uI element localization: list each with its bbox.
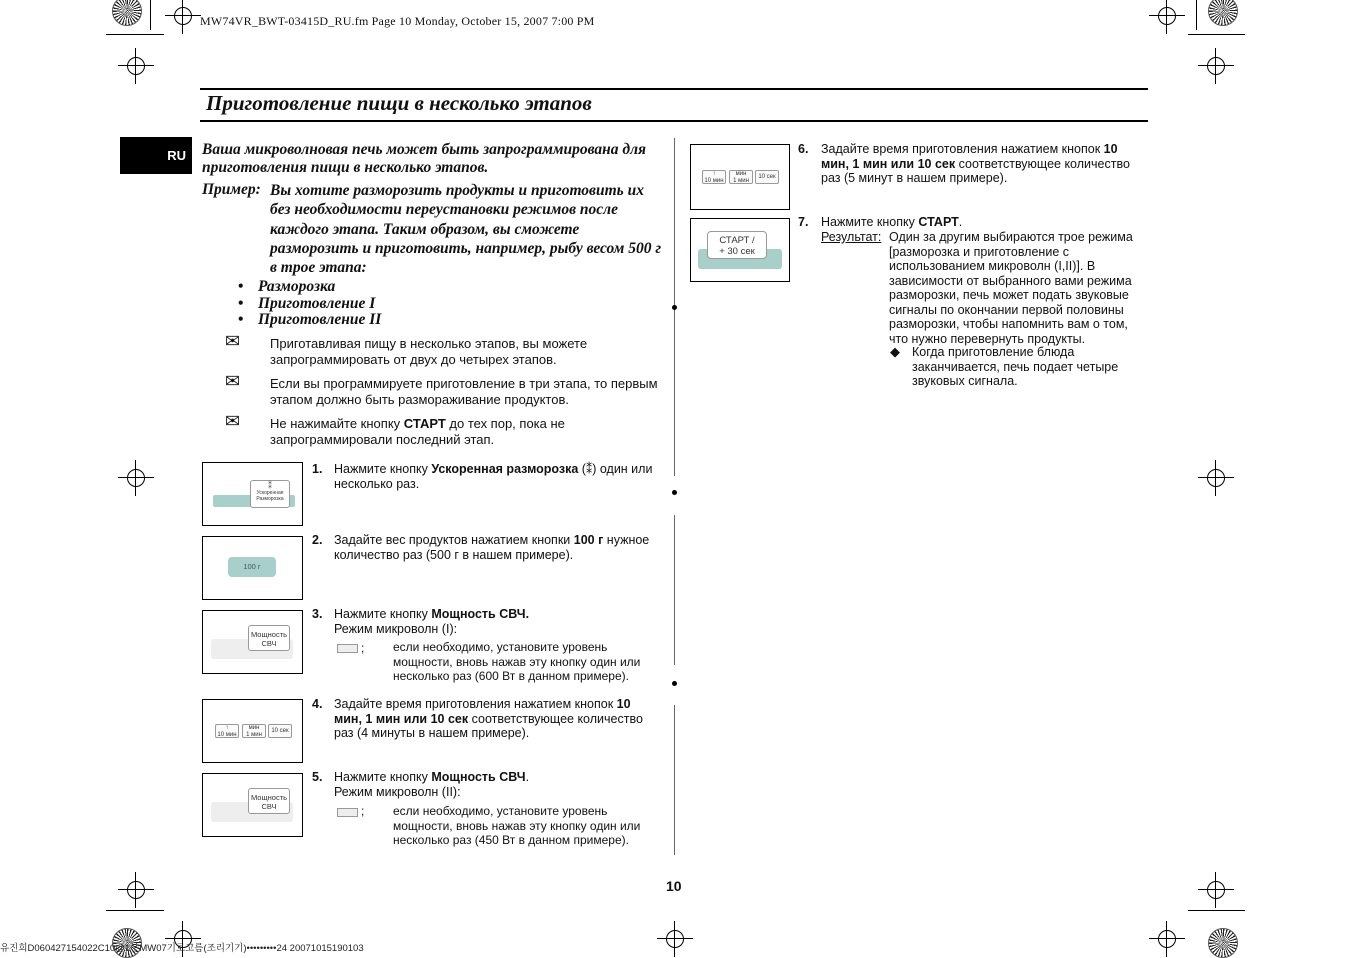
page-number: 10: [666, 878, 682, 894]
sub-text: если необходимо, установите уровень мощности, вновь нажав эту кнопку один или несколько раз (450 Вт в данном примере).: [393, 804, 641, 847]
title-rule-top: [200, 88, 1148, 90]
note-icon: ✉: [225, 331, 241, 351]
step-text: Задайте вес продуктов нажатием кнопки 100 г нужное количество раз (500 г в нашем примере).: [334, 533, 650, 562]
crop-target-top-left: [174, 7, 192, 25]
divider-dot: [672, 490, 677, 495]
step-number: 3.: [312, 607, 323, 621]
one-min-button: мин 1 мин: [242, 724, 266, 738]
step-number: 2.: [312, 533, 323, 547]
title-rule-bottom: [200, 120, 1148, 122]
step-text: Задайте время приготовления нажатием кнопок 10 мин, 1 мин или 10 сек соответствующее количество раз (4 минуты в нашем примере).: [334, 697, 643, 740]
crop-target-left-upper: [127, 57, 145, 75]
crop-line: [1188, 910, 1245, 911]
column-divider: [674, 705, 675, 855]
intro-text: Ваша микроволновая печь может быть запрограммирована для приготовления пищи в несколько этапов.: [202, 141, 647, 176]
ten-min-button: ↑ 10 мин: [702, 170, 726, 184]
crop-line: [1188, 34, 1245, 35]
power-button: Мощность СВЧ: [248, 625, 290, 651]
panel-illustration-defrost: [202, 462, 303, 526]
note-icon: ✉: [225, 371, 241, 391]
panel-illustration-time: [202, 699, 303, 763]
step-text: Нажмите кнопку СТАРТ.: [821, 215, 963, 229]
ten-min-button: ↑ 10 мин: [215, 724, 239, 738]
ten-sec-button: 10 сек: [268, 724, 292, 738]
crop-line: [106, 910, 164, 911]
one-min-button: мин 1 мин: [729, 170, 753, 184]
start-button: СТАРТ / + 30 сек: [707, 231, 767, 259]
print-footer: 유진희D060427154022C10@1분MW07기로고름(조리기기)•••••••••24 20071015190103: [0, 943, 364, 954]
defrost-button: ⁑ Ускоренная Разморозка: [250, 480, 290, 508]
step-number: 7.: [798, 215, 809, 229]
note-text: Если вы программируете приготовление в три этапа, то первым этапом должно быть размораживание продуктов.: [270, 376, 658, 407]
result-bullet-text: Когда приготовление блюда заканчивается, печь подает четыре звуковых сигнала.: [912, 345, 1119, 388]
stage-item: • Приготовление I: [238, 295, 376, 312]
power-mini-icon: [337, 644, 358, 653]
note-text: Не нажимайте кнопку СТАРТ до тех пор, пока не запрограммировали последний этап.: [270, 416, 565, 447]
panel-illustration-power: [202, 610, 303, 674]
note-icon: ✉: [225, 411, 241, 431]
step-number: 6.: [798, 142, 809, 156]
panel-illustration-power-2: [202, 773, 303, 837]
ten-sec-button: 10 сек: [755, 170, 779, 184]
file-header: MW74VR_BWT-03415D_RU.fm Page 10 Monday, October 15, 2007 7:00 PM: [200, 14, 595, 28]
stage-item: • Разморозка: [238, 278, 336, 295]
divider-dot: [672, 305, 677, 310]
result-text: Один за другим выбираются трое режима [разморозка и приготовление с использованием микроволн (I,II)]. В зависимости от выбранного вами режима разморозки, печь может подать звуковые сигналы по окончании первой половины разморозки, чтобы напомнить вам о том, что нужно перевернуть продукты.: [889, 230, 1133, 346]
registration-star-top-right: [1208, 0, 1238, 26]
crop-line: [1196, 0, 1197, 30]
example-text: Вы хотите разморозить продукты и приготовить их без необходимости переустановки режимов после каждого этапа. Таким образом, вы сможете разморозить и приготовить, например, рыбу весом 500 г в трое этапа:: [270, 182, 662, 277]
defrost-icon: ⁑: [268, 481, 272, 490]
step-number: 1.: [312, 462, 323, 476]
crop-target-right-middle: [1207, 469, 1225, 487]
note-text: Приготавливая пищу в несколько этапов, вы можете запрограммировать от двух до четырех этапов.: [270, 336, 588, 367]
step-text: Нажмите кнопку Ускоренная разморозка (⁑) один или несколько раз.: [334, 462, 653, 491]
step-text: Нажмите кнопку Мощность СВЧ. Режим микроволн (II):: [334, 770, 530, 799]
diamond-bullet-icon: ◆: [890, 344, 900, 359]
crop-target-bottom-right: [1158, 930, 1176, 948]
registration-star-top-left: [112, 0, 142, 26]
crop-target-right-lower: [1207, 881, 1225, 899]
step-number: 4.: [312, 697, 323, 711]
crop-target-right-upper: [1207, 57, 1225, 75]
weight-100g-button: 100 г: [228, 557, 276, 577]
example-label: Пример:: [202, 181, 261, 198]
sub-separator: ;: [361, 641, 365, 655]
result-label: Результат:: [821, 230, 882, 244]
panel-illustration-time-2: [690, 144, 790, 210]
divider-dot: [672, 681, 677, 686]
crop-target-left-middle: [127, 469, 145, 487]
sub-text: если необходимо, установите уровень мощности, вновь нажав эту кнопку один или несколько раз (600 Вт в данном примере).: [393, 640, 641, 683]
power-button: Мощность СВЧ: [248, 788, 290, 814]
step-number: 5.: [312, 770, 323, 784]
crop-target-bottom-center: [666, 930, 684, 948]
power-mini-icon: [337, 808, 358, 817]
column-divider: [674, 515, 675, 665]
step-text: Нажмите кнопку Мощность СВЧ. Режим микроволн (I):: [334, 607, 530, 636]
page-title: Приготовление пищи в несколько этапов: [206, 91, 592, 115]
crop-target-left-lower: [127, 881, 145, 899]
panel-illustration-start: [690, 218, 790, 282]
crop-line: [106, 34, 164, 35]
panel-illustration-weight: [202, 536, 303, 600]
stage-item: • Приготовление II: [238, 311, 382, 328]
crop-line: [150, 0, 151, 30]
step-text: Задайте время приготовления нажатием кнопок 10 мин, 1 мин или 10 сек соответствующее количество раз (5 минут в нашем примере).: [821, 142, 1130, 185]
sub-separator: ;: [361, 804, 365, 818]
crop-target-top-right: [1158, 7, 1176, 25]
language-tab: RU: [120, 137, 192, 174]
